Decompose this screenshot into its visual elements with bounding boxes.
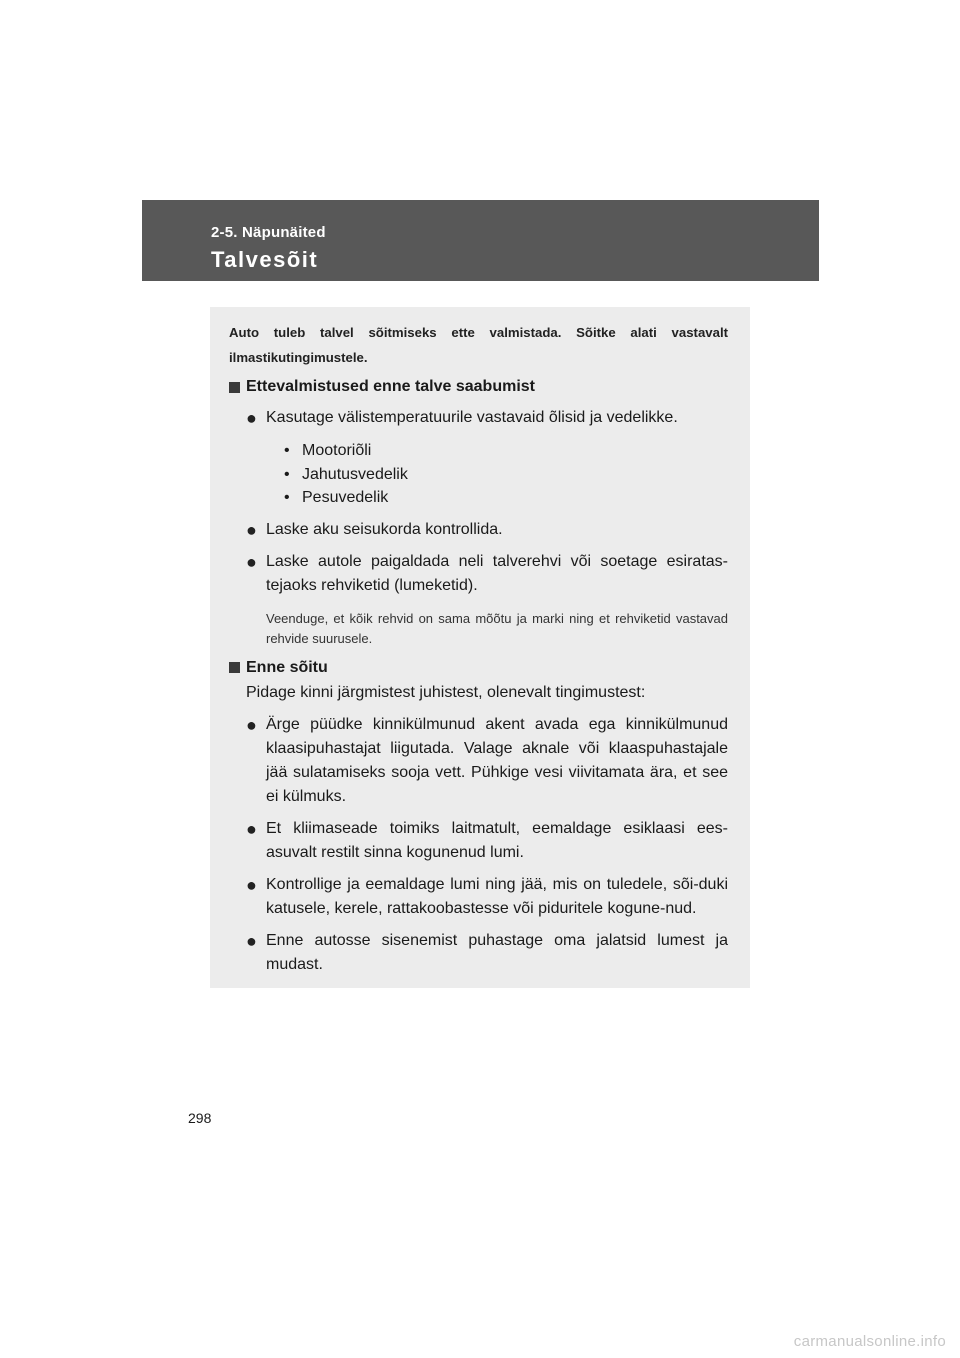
sub-list-item-text: Mootoriõli (302, 442, 372, 459)
watermark: carmanualsonline.info (793, 1333, 946, 1350)
small-bullet-icon: • (284, 465, 290, 483)
content-box (210, 307, 750, 988)
section-heading-before-driving (229, 657, 728, 679)
chapter-header-band (142, 200, 819, 281)
sub-list-item-text: Pesuvedelik (302, 489, 389, 506)
list-item (229, 929, 728, 977)
circle-bullet-icon: ● (246, 519, 257, 540)
tire-note: Veenduge, et kõik rehvid on sama mõõtu ja marki ning et rehviketid vastavad rehvide suurusele. (266, 610, 728, 646)
section-heading-text: Ettevalmistused enne talve saabumist (246, 378, 535, 395)
section-heading-text: Enne sõitu (246, 658, 328, 676)
list-item (229, 518, 728, 542)
list-item-text: Ärge püüdke kinnikülmunud akent avada ega kinnikülmunud klaasipuhastajat liigutada. Valage aknale või klaaspuhastajale jää sulatamiseks sooja vett. Pühkige vesi viivitamata ära, et see ei külmuks. (266, 715, 728, 805)
list-item-text: Laske autole paigaldada neli talverehvi või soetage esiratas-tejaoks rehviketid (lumeketid). (266, 552, 728, 594)
small-bullet-icon: • (284, 442, 290, 459)
list-item-text: Kontrollige ja eemaldage lumi ning jää, mis on tuledele, sõi-duki katusele, kerele, rattakoobastesse või piduritele kogune-nud. (266, 875, 728, 917)
list-item (229, 873, 728, 921)
small-bullet-icon: • (284, 489, 290, 506)
circle-bullet-icon: ● (246, 930, 257, 951)
square-bullet-icon (229, 662, 240, 673)
list-item (229, 817, 728, 865)
sub-list-item (229, 486, 728, 510)
square-bullet-icon (229, 382, 240, 393)
list-item (229, 406, 728, 430)
section-label: 2-5. Näpunäited (211, 224, 326, 241)
circle-bullet-icon: ● (246, 551, 257, 572)
page-number: 298 (188, 1110, 212, 1126)
sub-list-item-text: Jahutusvedelik (302, 465, 408, 483)
section-heading-preparation (229, 376, 728, 398)
circle-bullet-icon: ● (246, 818, 257, 839)
list-item-text: Enne autosse sisenemist puhastage oma jalatsid lumest ja mudast. (266, 931, 728, 973)
sub-list-item (229, 463, 728, 487)
intro-text: Auto tuleb talvel sõitmiseks ette valmistada. Sõitke alati vastavalt ilmastikutingimustele. (229, 325, 728, 365)
list-item (229, 713, 728, 809)
section-intro: Pidage kinni järgmistest juhistest, olenevalt tingimustest: (246, 683, 646, 701)
list-item-text: Et kliimaseade toimiks laitmatult, eemaldage esiklaasi ees-asuvalt restilt sinna kogunenud lumi. (266, 819, 728, 861)
circle-bullet-icon: ● (246, 874, 257, 895)
fluid-sub-list (229, 439, 728, 510)
circle-bullet-icon: ● (246, 714, 257, 735)
sub-list-item (229, 439, 728, 463)
page-title: Talvesõit (211, 247, 319, 272)
list-item (229, 550, 728, 598)
list-item-text: Kasutage välistemperatuurile vastavaid õlisid ja vedelikke. (266, 409, 678, 426)
list-item-text: Laske aku seisukorda kontrollida. (266, 520, 503, 538)
circle-bullet-icon: ● (246, 408, 257, 428)
